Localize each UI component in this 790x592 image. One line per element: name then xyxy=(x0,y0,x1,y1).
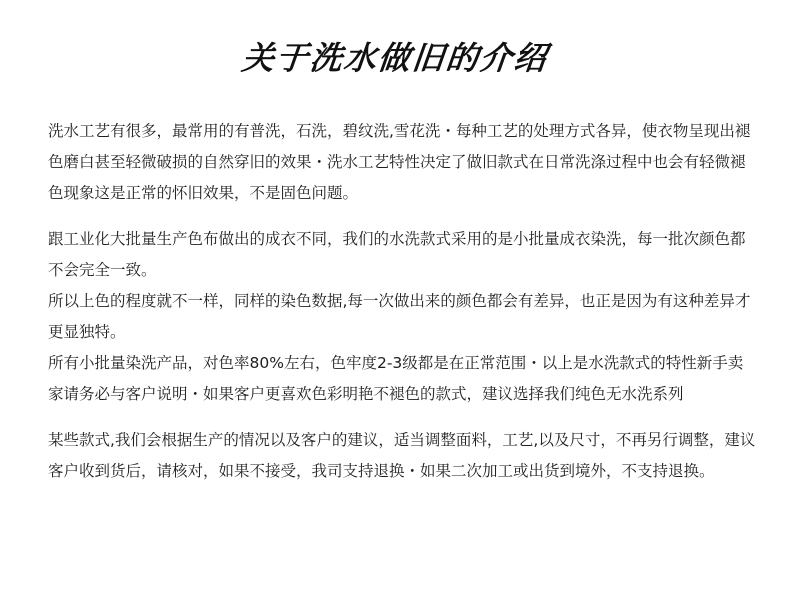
paragraph-return-policy: 某些款式,我们会根据生产的情况以及客户的建议，适当调整面料，工艺,以及尺寸，不再另行调整，建议客户收到货后，请核对，如果不接受，我司支持退换・如果二次加工或出货到境外，不支持退换。 xyxy=(48,431,756,480)
paragraph-color-fastness: 所有小批量染洗产品，对色率80%左右，色牢度2-3级都是在正常范围・以上是水洗款式的特性新手卖家请务必与客户说明・如果客户更喜欢色彩明艳不褪色的款式，建议选择我们纯色无水洗系列 xyxy=(48,354,744,403)
paragraph-gap xyxy=(48,209,756,224)
paragraph-gap xyxy=(48,410,756,425)
paragraph-small-batch-dyeing: 跟工业化大批量生产色布做出的成衣不同，我们的水洗款式采用的是小批量成衣染洗，每一批次颜色都不会完全一致。 xyxy=(48,230,746,279)
paragraph-color-variance: 所以上色的程度就不一样，同样的染色数据,每一次做出来的颜色都会有差异，也正是因为有这种差异才更显独特。 xyxy=(48,292,751,341)
paragraph-washing-techniques: 洗水工艺有很多，最常用的有普洗，石洗，碧纹洗,雪花洗・每种工艺的处理方式各异，使衣物呈现出褪色磨白甚至轻微破损的自然穿旧的效果・洗水工艺特性决定了做旧款式在日常洗涤过程中也会有轻微褪色现象这是正常的怀旧效果，不是固色问题。 xyxy=(48,122,751,202)
page-title: 关于洗水做旧的介绍 xyxy=(239,39,550,77)
document-body xyxy=(48,116,756,487)
